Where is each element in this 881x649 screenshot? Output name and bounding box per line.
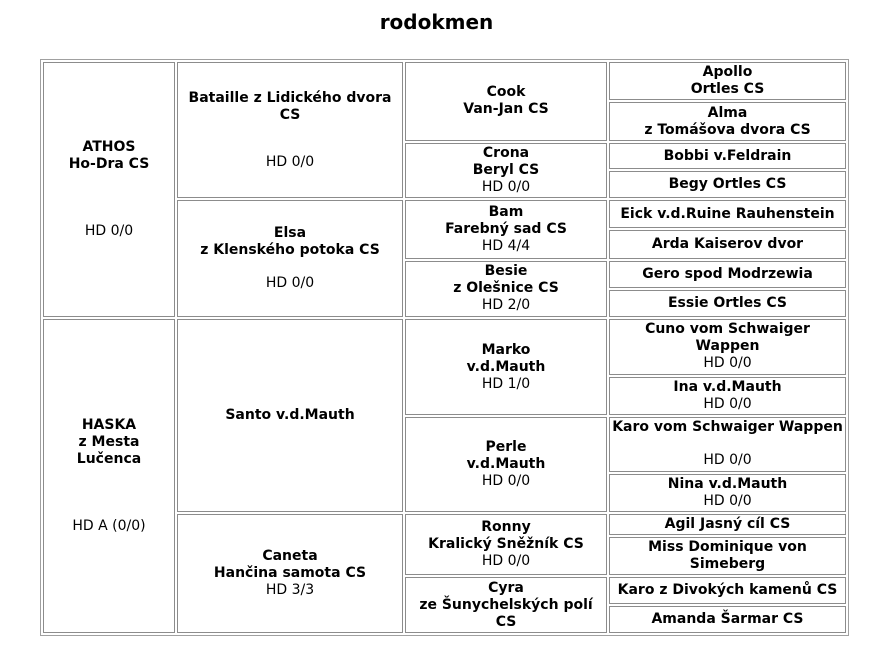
sss-cell — [405, 62, 607, 141]
dsd-hd: HD 0/0 — [481, 472, 531, 489]
dsss-name-line-1: Cuno vom Schwaiger — [645, 321, 810, 338]
dam-sire-name: Santo v.d.Mauth — [225, 407, 355, 423]
sdss-name: Eick v.d.Ruine Rauhenstein — [620, 205, 835, 222]
sss-name-line-2: Van-Jan CS — [463, 101, 549, 118]
dssd-name: Ina v.d.Mauth — [673, 378, 782, 395]
dsds-hd: HD 0/0 — [703, 452, 752, 469]
ssdd-name: Begy Ortles CS — [668, 176, 787, 193]
dssd-hd: HD 0/0 — [703, 395, 752, 412]
sire-dam-name-line-2: z Klenského potoka CS — [200, 242, 380, 259]
ssds-cell — [609, 143, 846, 170]
dss-name-line-2: v.d.Mauth — [466, 358, 546, 375]
ssd-name-line-1: Crona — [482, 144, 530, 161]
sdd-name-line-1: Besie — [484, 263, 528, 280]
dam-cell — [43, 319, 175, 633]
sdds-cell — [609, 261, 846, 288]
page-title: rodokmen — [379, 10, 494, 34]
ddsd-name-line-2: Simeberg — [689, 556, 766, 573]
sddd-cell — [609, 290, 846, 317]
dam-dam-name-line-2: Hančina samota CS — [213, 564, 367, 581]
ddd-cell — [405, 577, 607, 633]
sdsd-cell — [609, 230, 846, 258]
dsd-name-line-2: v.d.Mauth — [466, 455, 546, 472]
ssd-hd: HD 0/0 — [481, 178, 531, 195]
sds-name-line-2: Farebný sad CS — [445, 220, 567, 237]
ssss-cell — [609, 62, 846, 100]
dssd-cell — [609, 377, 846, 415]
pedigree-table — [40, 59, 849, 636]
sssd-name-line-2: z Tomášova dvora CS — [644, 121, 811, 138]
sire-sire-cell — [177, 62, 403, 198]
dsd-cell — [405, 417, 607, 512]
sssd-name-line-1: Alma — [707, 104, 748, 121]
sds-hd: HD 4/4 — [481, 237, 531, 254]
sds-cell — [405, 200, 607, 259]
dsdd-cell — [609, 474, 846, 512]
dsdd-hd: HD 0/0 — [703, 492, 752, 509]
sdd-cell — [405, 261, 607, 318]
sddd-name: Essie Ortles CS — [667, 295, 787, 312]
dds-hd: HD 0/0 — [481, 553, 531, 570]
sssd-cell — [609, 102, 846, 140]
dsss-name-line-2: Wappen — [695, 338, 760, 355]
sdd-name-line-2: z Olešnice CS — [453, 280, 559, 297]
ddsd-cell — [609, 537, 846, 575]
ddsd-name-line-1: Miss Dominique von — [648, 539, 807, 556]
dam-dam-name-line-1: Caneta — [262, 547, 318, 564]
sire-name-line-1: ATHOS — [82, 139, 136, 156]
dss-name-line-1: Marko — [481, 341, 531, 358]
sire-sire-name-line-1: Bataille z Lidického dvora — [188, 89, 392, 106]
dds-name-line-1: Ronny — [481, 519, 531, 536]
dds-name-line-2: Kralický Sněžník CS — [428, 536, 584, 553]
sire-sire-hd: HD 0/0 — [265, 153, 315, 170]
dsds-cell — [609, 417, 846, 472]
sire-name-line-2: Ho-Dra CS — [68, 156, 150, 173]
dam-hd: HD A (0/0) — [72, 518, 146, 535]
ssds-name: Bobbi v.Feldrain — [663, 147, 792, 164]
ddds-name: Karo z Divokých kamenů CS — [617, 582, 838, 599]
dsss-hd: HD 0/0 — [703, 355, 752, 372]
ddd-name-line-2: ze Šunychelských polí — [419, 596, 593, 613]
sire-sire-name-line-2: CS — [279, 106, 301, 123]
ssd-cell — [405, 143, 607, 198]
sds-name-line-1: Bam — [488, 203, 524, 220]
dam-sire-cell — [177, 319, 403, 512]
dam-name-line-2: z Mesta — [78, 434, 140, 451]
sire-dam-name-line-1: Elsa — [273, 225, 307, 242]
ssd-name-line-2: Beryl CS — [472, 161, 540, 178]
ddds-cell — [609, 577, 846, 604]
ddss-cell — [609, 514, 846, 535]
dsss-cell — [609, 319, 846, 375]
dsds-name: Karo vom Schwaiger Wappen — [612, 419, 843, 436]
dddd-cell — [609, 606, 846, 633]
sire-cell — [43, 62, 175, 317]
ddd-name-line-1: Cyra — [488, 579, 524, 596]
sss-name-line-1: Cook — [486, 84, 526, 101]
sire-hd: HD 0/0 — [84, 223, 134, 240]
ddss-name: Agil Jasný cíl CS — [664, 515, 791, 532]
dam-dam-hd: HD 3/3 — [265, 581, 315, 598]
sire-dam-cell — [177, 200, 403, 317]
dddd-name: Amanda Šarmar CS — [651, 611, 804, 628]
sdsd-name: Arda Kaiserov dvor — [651, 236, 804, 253]
sire-dam-hd: HD 0/0 — [265, 275, 315, 292]
dsd-name-line-1: Perle — [485, 438, 527, 455]
dsdd-name: Nina v.d.Mauth — [667, 475, 788, 492]
dam-name-line-1: HASKA — [81, 417, 137, 434]
sdd-hd: HD 2/0 — [481, 297, 531, 314]
dss-hd: HD 1/0 — [481, 375, 531, 392]
ddd-name-line-3: CS — [495, 613, 517, 630]
ssss-name-line-1: Apollo — [702, 64, 753, 81]
sdds-name: Gero spod Modrzewia — [642, 265, 813, 282]
dam-name-line-3: Lučenca — [76, 451, 142, 468]
ssdd-cell — [609, 171, 846, 198]
dds-cell — [405, 514, 607, 576]
ssss-name-line-2: Ortles CS — [690, 81, 765, 98]
dss-cell — [405, 319, 607, 415]
sdss-cell — [609, 200, 846, 228]
dam-dam-cell — [177, 514, 403, 633]
